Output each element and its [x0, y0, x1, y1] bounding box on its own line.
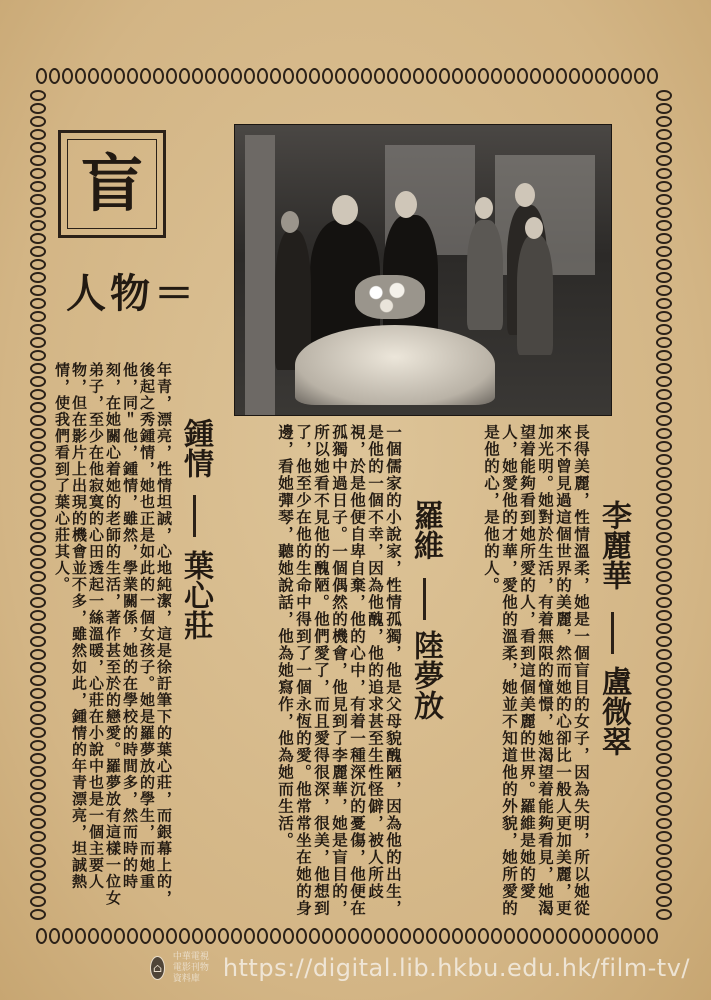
border-ring [30, 181, 46, 192]
border-ring [270, 928, 281, 944]
left-section-text: 年青，漂亮，性情坦誠，心地純潔，這是徐訏筆下的葉心莊，而銀幕上的，後起之秀鍾情，她也正是如此的一個女孩子。她是羅夢放的學生，而她重他，同＂他，鍾情，雖然，學業關係，她的在學校的時間多，然而時的時刻，在她關心着她的老師的生活，著作甚至於的戀愛。羅夢放有這樣一位女弟子，至少在他寂寞的心田透起一絲溫暖，心莊在小說中也是一個主要人物，但在影片上出現的機會並不多，雖然如此，鍾情的年青漂亮，坦誠熱情，使我們看到了葉心莊其人。 [53, 362, 173, 907]
border-ring [30, 493, 46, 504]
border-ring [30, 857, 46, 868]
border-ring [30, 688, 46, 699]
border-ring [101, 68, 112, 84]
border-ring [30, 883, 46, 894]
border-ring [30, 233, 46, 244]
right-section-text: 長得美麗，性情溫柔，她是一個盲目的女子，因為失明，所以她從來不曾見過這個世界的美麗，然而她的心卻比一般人更加美麗，更加光明。她對於生活，有着無限的憧憬，她渴望着能夠看見，她渴望着能夠看到她所愛的人，看到這個美麗的世界。羅維是她的愛人，她愛他的才華，愛他的溫柔，她並不知道他的外貌，她所愛的是他的心，是他的人。 [482, 424, 591, 917]
border-ring [30, 116, 46, 127]
border-ring [153, 68, 164, 84]
border-ring [30, 766, 46, 777]
border-ring [530, 68, 541, 84]
archive-org-name: 中華電視電影刊物資料庫 [172, 951, 209, 984]
border-ring [439, 928, 450, 944]
border-ring [656, 727, 672, 738]
border-ring [656, 454, 672, 465]
border-ring [49, 928, 60, 944]
border-ring [30, 259, 46, 270]
border-ring [656, 129, 672, 140]
border-ring [166, 68, 177, 84]
border-ring [656, 870, 672, 881]
article-title: 盲 [67, 139, 157, 229]
border-ring [30, 870, 46, 881]
border-ring [543, 928, 554, 944]
border-ring [30, 714, 46, 725]
border-ring [309, 68, 320, 84]
border-ring [30, 662, 46, 673]
border-ring [656, 584, 672, 595]
border-ring [140, 928, 151, 944]
archive-logo-icon: ⌂ [150, 956, 165, 980]
border-ring [231, 68, 242, 84]
border-ring [656, 831, 672, 842]
border-ring [452, 68, 463, 84]
border-ring [30, 519, 46, 530]
border-ring [30, 168, 46, 179]
border-ring [30, 558, 46, 569]
border-ring [569, 68, 580, 84]
border-ring [218, 928, 229, 944]
border-ring [30, 792, 46, 803]
border-ring [322, 928, 333, 944]
border-ring [88, 68, 99, 84]
border-ring [621, 68, 632, 84]
border-ring [36, 68, 47, 84]
border-ring [582, 928, 593, 944]
border-ring [140, 68, 151, 84]
border-ring [30, 194, 46, 205]
border-ring [30, 636, 46, 647]
border-ring [656, 636, 672, 647]
border-ring [530, 928, 541, 944]
border-ring [30, 844, 46, 855]
border-ring [30, 727, 46, 738]
border-ring [504, 68, 515, 84]
decorative-border-left [30, 90, 46, 920]
border-ring [656, 415, 672, 426]
border-ring [30, 831, 46, 842]
border-ring [439, 68, 450, 84]
archive-url: https://digital.lib.hkbu.edu.hk/film-tv/ [222, 954, 690, 982]
border-ring [192, 68, 203, 84]
border-ring [656, 103, 672, 114]
border-ring [452, 928, 463, 944]
border-ring [656, 844, 672, 855]
border-ring [296, 928, 307, 944]
border-ring [556, 68, 567, 84]
border-ring [30, 402, 46, 413]
border-ring [30, 246, 46, 257]
border-ring [656, 116, 672, 127]
article-subtitle: 人物＝ [66, 270, 198, 317]
border-ring [656, 194, 672, 205]
border-ring [656, 753, 672, 764]
border-ring [30, 545, 46, 556]
border-ring [647, 68, 658, 84]
border-ring [656, 389, 672, 400]
border-ring [656, 168, 672, 179]
right-heading-name: 李麗華 [596, 500, 631, 590]
border-ring [335, 928, 346, 944]
border-ring [656, 207, 672, 218]
border-ring [656, 298, 672, 309]
border-ring [348, 928, 359, 944]
border-ring [656, 558, 672, 569]
border-ring [387, 928, 398, 944]
border-ring [656, 272, 672, 283]
border-ring [413, 68, 424, 84]
border-ring [656, 506, 672, 517]
border-ring [361, 68, 372, 84]
border-ring [656, 155, 672, 166]
border-ring [348, 68, 359, 84]
border-ring [426, 928, 437, 944]
border-ring [656, 233, 672, 244]
border-ring [582, 68, 593, 84]
border-ring [30, 272, 46, 283]
border-ring [244, 928, 255, 944]
decorative-border-bottom [36, 928, 658, 944]
border-ring [30, 311, 46, 322]
border-ring [656, 545, 672, 556]
border-ring [114, 928, 125, 944]
border-ring [517, 68, 528, 84]
film-still-photo [234, 124, 612, 416]
border-ring [413, 928, 424, 944]
border-ring [257, 68, 268, 84]
border-ring [218, 68, 229, 84]
border-ring [30, 103, 46, 114]
border-ring [656, 649, 672, 660]
border-ring [656, 714, 672, 725]
border-ring [153, 928, 164, 944]
border-ring [656, 688, 672, 699]
middle-heading-name: 羅維 [408, 500, 443, 560]
left-heading-name: 鍾情 [178, 418, 213, 478]
border-ring [656, 441, 672, 452]
title-box [58, 130, 166, 238]
border-ring [387, 68, 398, 84]
border-ring [30, 129, 46, 140]
border-ring [656, 571, 672, 582]
border-ring [400, 928, 411, 944]
border-ring [608, 928, 619, 944]
border-ring [30, 805, 46, 816]
border-ring [30, 441, 46, 452]
border-ring [30, 740, 46, 751]
border-ring [75, 68, 86, 84]
border-ring [656, 246, 672, 257]
border-ring [30, 597, 46, 608]
border-ring [374, 928, 385, 944]
border-ring [30, 389, 46, 400]
border-ring [30, 532, 46, 543]
border-ring [30, 909, 46, 920]
border-ring [465, 68, 476, 84]
border-ring [656, 610, 672, 621]
border-ring [656, 532, 672, 543]
border-ring [361, 928, 372, 944]
border-ring [62, 68, 73, 84]
border-ring [309, 928, 320, 944]
border-ring [656, 857, 672, 868]
border-ring [656, 779, 672, 790]
border-ring [30, 675, 46, 686]
border-ring [621, 928, 632, 944]
border-ring [30, 337, 46, 348]
border-ring [101, 928, 112, 944]
border-ring [283, 68, 294, 84]
border-ring [179, 928, 190, 944]
border-ring [36, 928, 47, 944]
border-ring [656, 675, 672, 686]
border-ring [656, 181, 672, 192]
border-ring [257, 928, 268, 944]
border-ring [296, 68, 307, 84]
border-ring [608, 68, 619, 84]
border-ring [283, 928, 294, 944]
border-ring [30, 363, 46, 374]
left-heading-role: 葉心莊 [178, 550, 213, 640]
border-ring [166, 928, 177, 944]
border-ring [656, 792, 672, 803]
border-ring [270, 68, 281, 84]
border-ring [30, 584, 46, 595]
border-ring [656, 142, 672, 153]
border-ring [656, 766, 672, 777]
border-ring [426, 68, 437, 84]
border-ring [30, 415, 46, 426]
border-ring [30, 350, 46, 361]
border-ring [595, 928, 606, 944]
border-ring [322, 68, 333, 84]
border-ring [30, 298, 46, 309]
border-ring [205, 68, 216, 84]
border-ring [634, 68, 645, 84]
border-ring [517, 928, 528, 944]
border-ring [30, 571, 46, 582]
border-ring [30, 428, 46, 439]
border-ring [30, 753, 46, 764]
border-ring [656, 467, 672, 478]
border-ring [656, 883, 672, 894]
right-heading-role: 盧微翠 [596, 666, 631, 756]
border-ring [30, 779, 46, 790]
border-ring [465, 928, 476, 944]
border-ring [478, 68, 489, 84]
border-ring [656, 428, 672, 439]
border-ring [656, 402, 672, 413]
border-ring [569, 928, 580, 944]
border-ring [30, 623, 46, 634]
border-ring [656, 740, 672, 751]
border-ring [30, 506, 46, 517]
border-ring [30, 480, 46, 491]
decorative-border-top [36, 68, 658, 84]
border-ring [30, 454, 46, 465]
border-ring [30, 467, 46, 478]
border-ring [30, 610, 46, 621]
border-ring [656, 363, 672, 374]
border-ring [656, 90, 672, 101]
border-ring [88, 928, 99, 944]
border-ring [656, 519, 672, 530]
archive-watermark [150, 948, 690, 988]
border-ring [30, 818, 46, 829]
border-ring [491, 68, 502, 84]
border-ring [656, 896, 672, 907]
border-ring [478, 928, 489, 944]
middle-section-text: 一個儒家的小說家，性情孤獨，他是父母貌醜陋，因為他的出生，是他的一個不幸，因為他醜，他的追求甚至生性怪僻，被人所歧視，於是他便自卑自棄，他的心中，有着一種深沉的憂傷，他便在孤獨中過日子。一個偶然的機會，他見到了李麗華，她是盲目的，所以她看不見他的醜陋。他們愛了，而且愛得很深，很美，他想到了，他至少在他的生命中得到了一個永恆的愛。他常常坐在她的身邊，看她彈琴，聽她說話，他為她寫作，他為她而生活。 [276, 424, 403, 917]
middle-heading-dash [423, 578, 426, 620]
border-ring [30, 649, 46, 660]
border-ring [30, 701, 46, 712]
border-ring [656, 259, 672, 270]
border-ring [30, 155, 46, 166]
border-ring [595, 68, 606, 84]
border-ring [374, 68, 385, 84]
border-ring [30, 220, 46, 231]
border-ring [647, 928, 658, 944]
border-ring [634, 928, 645, 944]
border-ring [192, 928, 203, 944]
border-ring [656, 818, 672, 829]
border-ring [30, 324, 46, 335]
border-ring [114, 68, 125, 84]
border-ring [335, 68, 346, 84]
border-ring [656, 597, 672, 608]
border-ring [656, 285, 672, 296]
border-ring [656, 350, 672, 361]
border-ring [231, 928, 242, 944]
border-ring [656, 220, 672, 231]
border-ring [656, 493, 672, 504]
border-ring [656, 805, 672, 816]
border-ring [656, 623, 672, 634]
right-heading-dash [611, 612, 614, 654]
border-ring [75, 928, 86, 944]
border-ring [656, 909, 672, 920]
border-ring [656, 311, 672, 322]
border-ring [127, 68, 138, 84]
border-ring [656, 480, 672, 491]
border-ring [656, 324, 672, 335]
border-ring [504, 928, 515, 944]
border-ring [30, 285, 46, 296]
border-ring [30, 142, 46, 153]
border-ring [30, 376, 46, 387]
border-ring [656, 376, 672, 387]
border-ring [491, 928, 502, 944]
decorative-border-right [656, 90, 672, 920]
border-ring [205, 928, 216, 944]
border-ring [556, 928, 567, 944]
left-heading-dash [193, 495, 196, 537]
border-ring [127, 928, 138, 944]
border-ring [400, 68, 411, 84]
border-ring [543, 68, 554, 84]
border-ring [179, 68, 190, 84]
border-ring [49, 68, 60, 84]
middle-heading-role: 陸夢放 [408, 630, 443, 720]
border-ring [656, 662, 672, 673]
border-ring [30, 207, 46, 218]
border-ring [656, 337, 672, 348]
border-ring [62, 928, 73, 944]
border-ring [244, 68, 255, 84]
border-ring [30, 90, 46, 101]
border-ring [30, 896, 46, 907]
border-ring [656, 701, 672, 712]
